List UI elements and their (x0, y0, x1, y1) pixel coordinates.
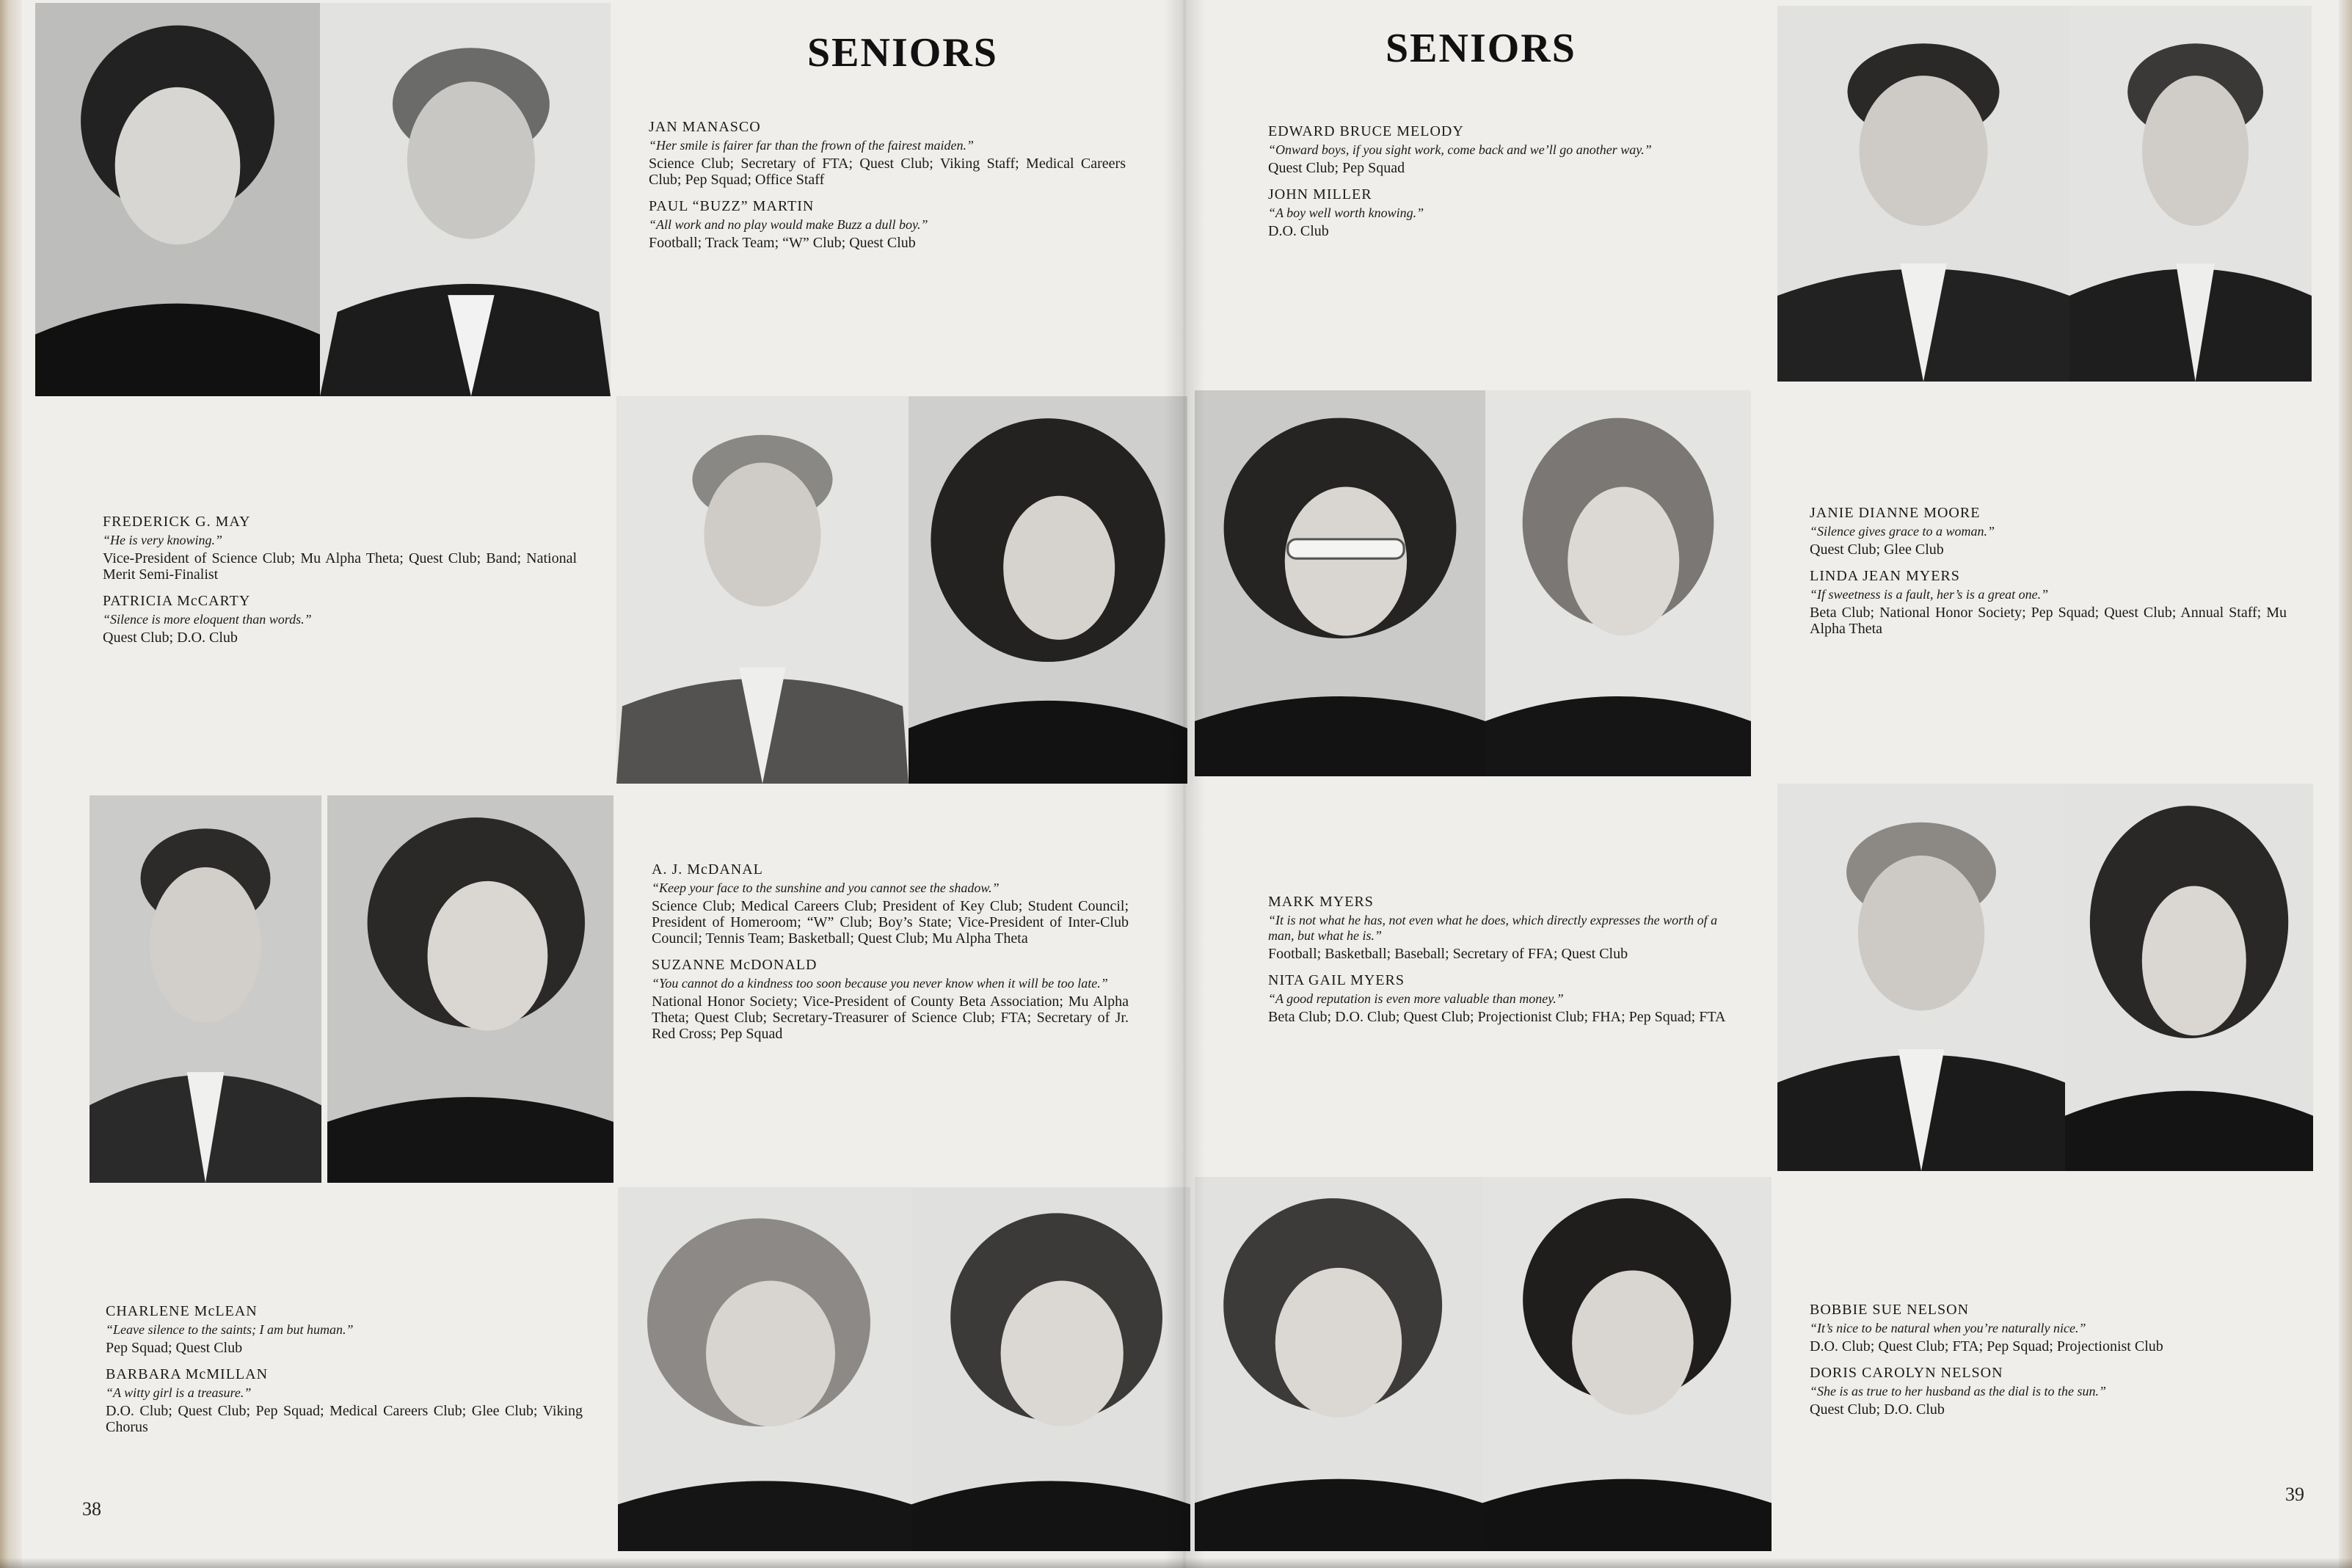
portrait-bobbie-nelson (1195, 1177, 1482, 1551)
senior-name: PAUL “BUZZ” MARTIN (649, 198, 815, 214)
senior-entry (649, 119, 1126, 188)
senior-name: MARK MYERS (1268, 894, 1374, 910)
text-block-may-mccarty (103, 514, 577, 656)
senior-quote: “You cannot do a kindness too soon because you never know when it will be too late.” (652, 976, 1108, 991)
portrait-nita-myers (2065, 784, 2313, 1171)
senior-quote: “Keep your face to the sunshine and you cannot see the shadow.” (652, 880, 1000, 895)
senior-entry (103, 514, 577, 583)
senior-name: LINDA JEAN MYERS (1810, 568, 1960, 584)
senior-quote: “All work and no play would make Buzz a dull boy.” (649, 217, 928, 232)
portrait-frederick-may (616, 396, 909, 784)
portrait-janie-moore (1195, 390, 1485, 776)
senior-entry (1268, 123, 1745, 176)
senior-entry (652, 861, 1129, 947)
senior-activities: Quest Club; D.O. Club (1810, 1401, 1945, 1418)
senior-activities: D.O. Club (1268, 223, 1329, 239)
senior-quote: “If sweetness is a fault, her’s is a great one.” (1810, 587, 2049, 602)
senior-entry (1810, 568, 2287, 637)
portrait-doris-nelson (1482, 1177, 1772, 1551)
text-block-nelsons (1810, 1302, 2287, 1428)
senior-activities: Quest Club; Glee Club (1810, 541, 1944, 558)
senior-name: DORIS CAROLYN NELSON (1810, 1365, 2003, 1381)
left-page-number: 38 (82, 1498, 101, 1520)
portrait-suzanne-mcdonald (327, 795, 614, 1183)
senior-activities: Beta Club; National Honor Society; Pep Squad; Quest Club; Annual Staff; Mu Alpha Theta (1810, 605, 2287, 637)
portrait-john-miller (2069, 6, 2312, 382)
senior-entry (103, 593, 577, 646)
text-block-melody-miller (1268, 123, 1745, 249)
text-block-moore-myers (1810, 505, 2287, 647)
senior-quote: “Silence gives grace to a woman.” (1810, 524, 1995, 539)
senior-activities: D.O. Club; Quest Club; Pep Squad; Medical Careers Club; Glee Club; Viking Chorus (106, 1403, 583, 1435)
portrait-mark-myers (1777, 784, 2065, 1171)
senior-entry (1810, 505, 2287, 558)
text-block-mark-nita-myers (1268, 894, 1745, 1035)
senior-quote: “A boy well worth knowing.” (1268, 205, 1424, 220)
senior-activities: Football; Basketball; Baseball; Secretary of FFA; Quest Club (1268, 946, 1628, 962)
senior-entry (1268, 894, 1745, 962)
senior-quote: “It’s nice to be natural when you’re naturally nice.” (1810, 1321, 2086, 1335)
portrait-patricia-mccarty (909, 396, 1187, 784)
senior-name: EDWARD BRUCE MELODY (1268, 123, 1464, 139)
senior-name: BARBARA McMILLAN (106, 1366, 269, 1382)
senior-entry (1268, 186, 1745, 239)
page-edge-right (2339, 0, 2352, 1568)
senior-entry (649, 198, 1126, 251)
portrait-linda-myers (1485, 390, 1751, 776)
portrait-edward-melody (1777, 6, 2069, 382)
senior-activities: Science Club; Secretary of FTA; Quest Club; Viking Staff; Medical Careers Club; Pep Squad; Office Staff (649, 156, 1126, 188)
text-block-manasco-martin (649, 119, 1126, 261)
senior-name: JANIE DIANNE MOORE (1810, 505, 1981, 521)
senior-activities: Beta Club; D.O. Club; Quest Club; Projectionist Club; FHA; Pep Squad; FTA (1268, 1009, 1726, 1025)
senior-entry (106, 1303, 583, 1356)
portrait-paul-martin (320, 3, 611, 396)
text-block-mcdanal-mcdonald (652, 861, 1129, 1052)
senior-name: A. J. McDANAL (652, 861, 763, 878)
senior-name: JAN MANASCO (649, 119, 761, 135)
senior-quote: “She is as true to her husband as the dial is to the sun.” (1810, 1384, 2107, 1399)
senior-activities: D.O. Club; Quest Club; FTA; Pep Squad; Projectionist Club (1810, 1338, 2163, 1354)
senior-quote: “Onward boys, if you sight work, come back and we’ll go another way.” (1268, 142, 1652, 157)
right-page-number: 39 (2285, 1484, 2304, 1505)
book-gutter (1164, 0, 1205, 1568)
senior-entry (1268, 972, 1745, 1025)
senior-quote: “A witty girl is a treasure.” (106, 1385, 252, 1400)
senior-activities: Science Club; Medical Careers Club; President of Key Club; Student Council; President of Homeroom; “W” Club; Boy’s State; Vice-President of Inter-Club Council; Tennis Team; Basketball; Quest Club; Mu Alpha Theta (652, 898, 1129, 947)
senior-entry (1810, 1365, 2287, 1418)
senior-quote: “Leave silence to the saints; I am but human.” (106, 1322, 354, 1337)
senior-name: SUZANNE McDONALD (652, 957, 818, 973)
senior-name: CHARLENE McLEAN (106, 1303, 258, 1319)
senior-name: JOHN MILLER (1268, 186, 1372, 203)
senior-entry (1810, 1302, 2287, 1354)
senior-entry (106, 1366, 583, 1435)
senior-name: NITA GAIL MYERS (1268, 972, 1405, 988)
senior-quote: “A good reputation is even more valuable than money.” (1268, 991, 1564, 1006)
portrait-jan-manasco (35, 3, 320, 396)
senior-activities: Pep Squad; Quest Club (106, 1340, 243, 1356)
senior-quote: “It is not what he has, not even what he does, which directly expresses the worth of a man, but what he is.” (1268, 913, 1718, 943)
right-page-heading: SENIORS (1386, 26, 1576, 71)
senior-name: PATRICIA McCARTY (103, 593, 251, 609)
page-bottom-shadow (0, 1558, 2352, 1568)
senior-name: FREDERICK G. MAY (103, 514, 251, 530)
senior-quote: “Her smile is fairer far than the frown of the fairest maiden.” (649, 138, 975, 153)
senior-quote: “He is very knowing.” (103, 533, 222, 547)
left-page-heading: SENIORS (807, 30, 998, 76)
portrait-aj-mcdanal (90, 795, 321, 1183)
portrait-barbara-mcmillan (911, 1187, 1190, 1551)
senior-activities: Vice-President of Science Club; Mu Alpha Theta; Quest Club; Band; National Merit Semi-Finalist (103, 550, 577, 583)
portrait-charlene-mclean (618, 1187, 911, 1551)
senior-activities: Quest Club; D.O. Club (103, 630, 238, 646)
senior-activities: Football; Track Team; “W” Club; Quest Club (649, 235, 916, 251)
text-block-mclean-mcmillan (106, 1303, 583, 1445)
senior-activities: Quest Club; Pep Squad (1268, 160, 1405, 176)
senior-activities: National Honor Society; Vice-President of County Beta Association; Mu Alpha Theta; Quest Club; Secretary-Treasurer of Science Club; FTA; Secretary of Jr. Red Cross; Pep Squad (652, 993, 1129, 1042)
page-edge-left (0, 0, 22, 1568)
senior-quote: “Silence is more eloquent than words.” (103, 612, 312, 627)
senior-name: BOBBIE SUE NELSON (1810, 1302, 1970, 1318)
senior-entry (652, 957, 1129, 1042)
